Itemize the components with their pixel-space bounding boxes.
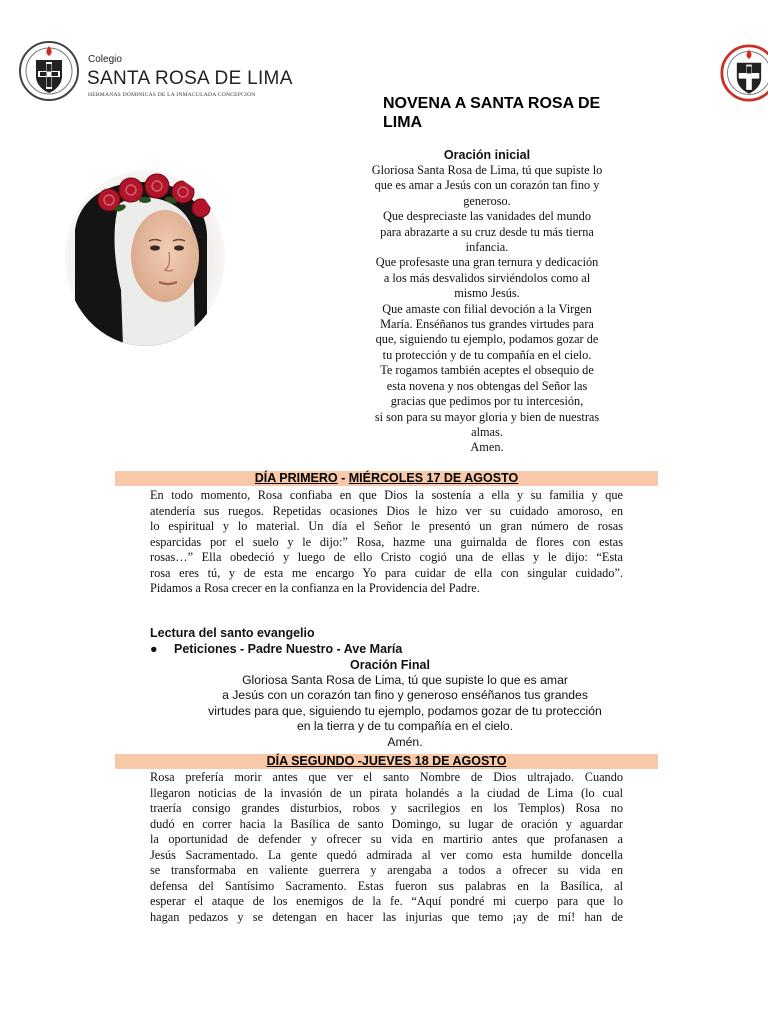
dia-primero-line: Pidamos a Rosa crecer en la confianza en la Providencia del Padre.: [150, 581, 480, 595]
oracion-inicial-line: generoso.: [463, 193, 511, 208]
school-seal-right: [720, 44, 768, 102]
oracion-inicial-line: almas.: [471, 424, 503, 439]
dia-primero-separator: -: [337, 471, 349, 485]
oracion-final-line: Amén.: [387, 734, 423, 749]
dia-primero-band: [115, 471, 658, 486]
oracion-inicial-line: Amen.: [470, 440, 504, 455]
dominican-cross-seal-icon: [18, 40, 80, 102]
oracion-inicial-heading: Oración inicial: [443, 148, 531, 162]
page-title-line1: NOVENA A SANTA ROSA DE: [383, 95, 601, 112]
oracion-inicial-line: tu protección y de tu compañía en el cielo.: [382, 347, 592, 362]
oracion-final-line: en la tierra y de tu compañía en el cielo.: [296, 719, 514, 734]
dia-segundo-label: DÍA SEGUNDO -JUEVES 18 DE AGOSTO: [266, 754, 507, 768]
dia-primero-line: lo espiritual y lo material. Un día el Señor le presentó un gran número de rosas: [150, 519, 623, 533]
dia-primero-line: rosas…” Ella obedeció y luego de ello Cristo cogió una de ellas y le dijo: “Esta: [150, 550, 623, 564]
dia-segundo-line: esperar el ataque de los enemigos de la fe. “Aquí pondré mi cuerpo para que lo: [150, 894, 623, 908]
dia-primero-label: DÍA PRIMERO: [254, 471, 338, 485]
dia-segundo-line: Jesús Sacramentado. La gente quedó admirada al ver como esta humilde doncella: [150, 847, 623, 862]
oracion-final-heading: Oración Final: [350, 658, 430, 672]
dia-segundo-line: llegaron noticias de la invasión de un pirata holandés a la ciudad de Lima (lo cual: [150, 785, 623, 800]
dia-primero-line: En todo momento, Rosa confiaba en que Dios la sostenía a ella y su familia y que: [150, 488, 623, 502]
oracion-inicial-line: infancia.: [465, 240, 509, 255]
dia-segundo-line: traería consigo grandes disturbios, robos y sacrilegios en los Templos) Rosa no: [150, 801, 623, 815]
oracion-inicial-line: esta novena y nos obtengas del Señor las: [386, 378, 588, 393]
page-title: [383, 94, 663, 132]
school-seal-left: [18, 40, 80, 107]
dia-segundo-line: defensa del Santísimo Sacramento. Estas fueron sus palabras en la Basílica, al: [150, 878, 623, 893]
dia-segundo-line: hagan pedazos y se detengan en hacer las injurias que temo ¡ay de mí! han de: [150, 909, 623, 924]
santa-rosa-portrait-image: [65, 170, 225, 346]
oracion-final-line: Gloriosa Santa Rosa de Lima, tú que supiste lo que es amar: [242, 673, 568, 687]
oracion-final-text: [170, 673, 640, 750]
dia-segundo-text: [150, 770, 623, 925]
oracion-inicial-line: Gloriosa Santa Rosa de Lima, tú que supiste lo: [371, 163, 603, 177]
oracion-final-line: virtudes para que, siguiendo tu ejemplo, podamos gozar de tu protección: [208, 703, 602, 718]
oracion-inicial-line: si son para su mayor gloria y bien de nuestras: [374, 409, 600, 424]
dia-segundo-line: se transformaba en valiente guerrera y arengaba a todos a ofrecer su vida en: [150, 863, 623, 877]
oracion-inicial-line: que es amar a Jesús con un corazón tan fino y: [374, 178, 600, 193]
dia-segundo-band: [115, 754, 658, 769]
oracion-final-line: a Jesús con un corazón tan fino y generoso enséñanos tus grandes: [222, 688, 588, 703]
santa-rosa-portrait: [65, 170, 225, 346]
oracion-inicial-line: que, siguiendo tu ejemplo, podamos gozar de: [375, 332, 599, 347]
page-title-line2: LIMA: [383, 114, 423, 131]
dia-primero-line: atendería sus ruegos. Repetidas ocasiones Dios le hizo ver su cuidado amoroso, en: [150, 503, 623, 518]
dia-segundo-line: la oportunidad de defender y ofrecer su vida en martirio antes que profanasen a: [150, 832, 623, 846]
lectura-evangelio: Lectura del santo evangelio: [150, 626, 315, 640]
oracion-inicial-line: para abrazarte a su cruz desde tu más tierna: [380, 224, 594, 239]
oracion-inicial-line: Que despreciaste las vanidades del mundo: [383, 209, 591, 224]
oracion-inicial-text: [348, 163, 626, 456]
bullet-icon: ●: [150, 642, 158, 656]
logo-school-name: SANTA ROSA DE LIMA: [87, 68, 293, 89]
dia-primero-line: esparcidas por el suelo y le dijo:” Rosa, hazme una guirnalda de flores con estas: [150, 534, 623, 549]
oracion-inicial-line: Que amaste con filial devoción a la Virgen: [382, 301, 592, 316]
logo-colegio-label: Colegio: [88, 54, 122, 65]
oracion-inicial-line: gracias que pedimos por tu intercesión,: [390, 394, 584, 409]
oracion-inicial-line: María. Enséñanos tus grandes virtudes para: [380, 317, 594, 332]
oracion-inicial-line: mismo Jesús.: [454, 286, 520, 301]
logo-subtitle: HERMANAS DOMINICAS DE LA INMACULADA CONCEPCION: [88, 92, 256, 98]
peticiones-line: [150, 642, 402, 656]
dia-primero-text: [150, 488, 623, 597]
dia-primero-date: MIÉRCOLES 17 DE AGOSTO: [348, 471, 519, 485]
dia-segundo-line: dudó en correr hacia la Basílica de santo Domingo, su lugar de oración y aguardar: [150, 816, 623, 831]
dominican-cross-seal-icon: [720, 44, 768, 102]
oracion-inicial-line: Que profesaste una gran ternura y dedicación: [375, 255, 599, 270]
dia-primero-line: rosa eres tú, y de esta me encargo Yo para cuidar de ella con singular cuidado”.: [150, 565, 623, 580]
dia-segundo-line: Rosa prefería morir antes que ver el santo Nombre de Dios ultrajado. Cuando: [150, 770, 623, 784]
oracion-inicial-line: a los más desvalidos sirviéndolos como al: [383, 270, 591, 285]
peticiones-text: Peticiones - Padre Nuestro - Ave María: [174, 642, 403, 656]
oracion-inicial-line: Te rogamos también aceptes el obsequio de: [380, 363, 594, 378]
